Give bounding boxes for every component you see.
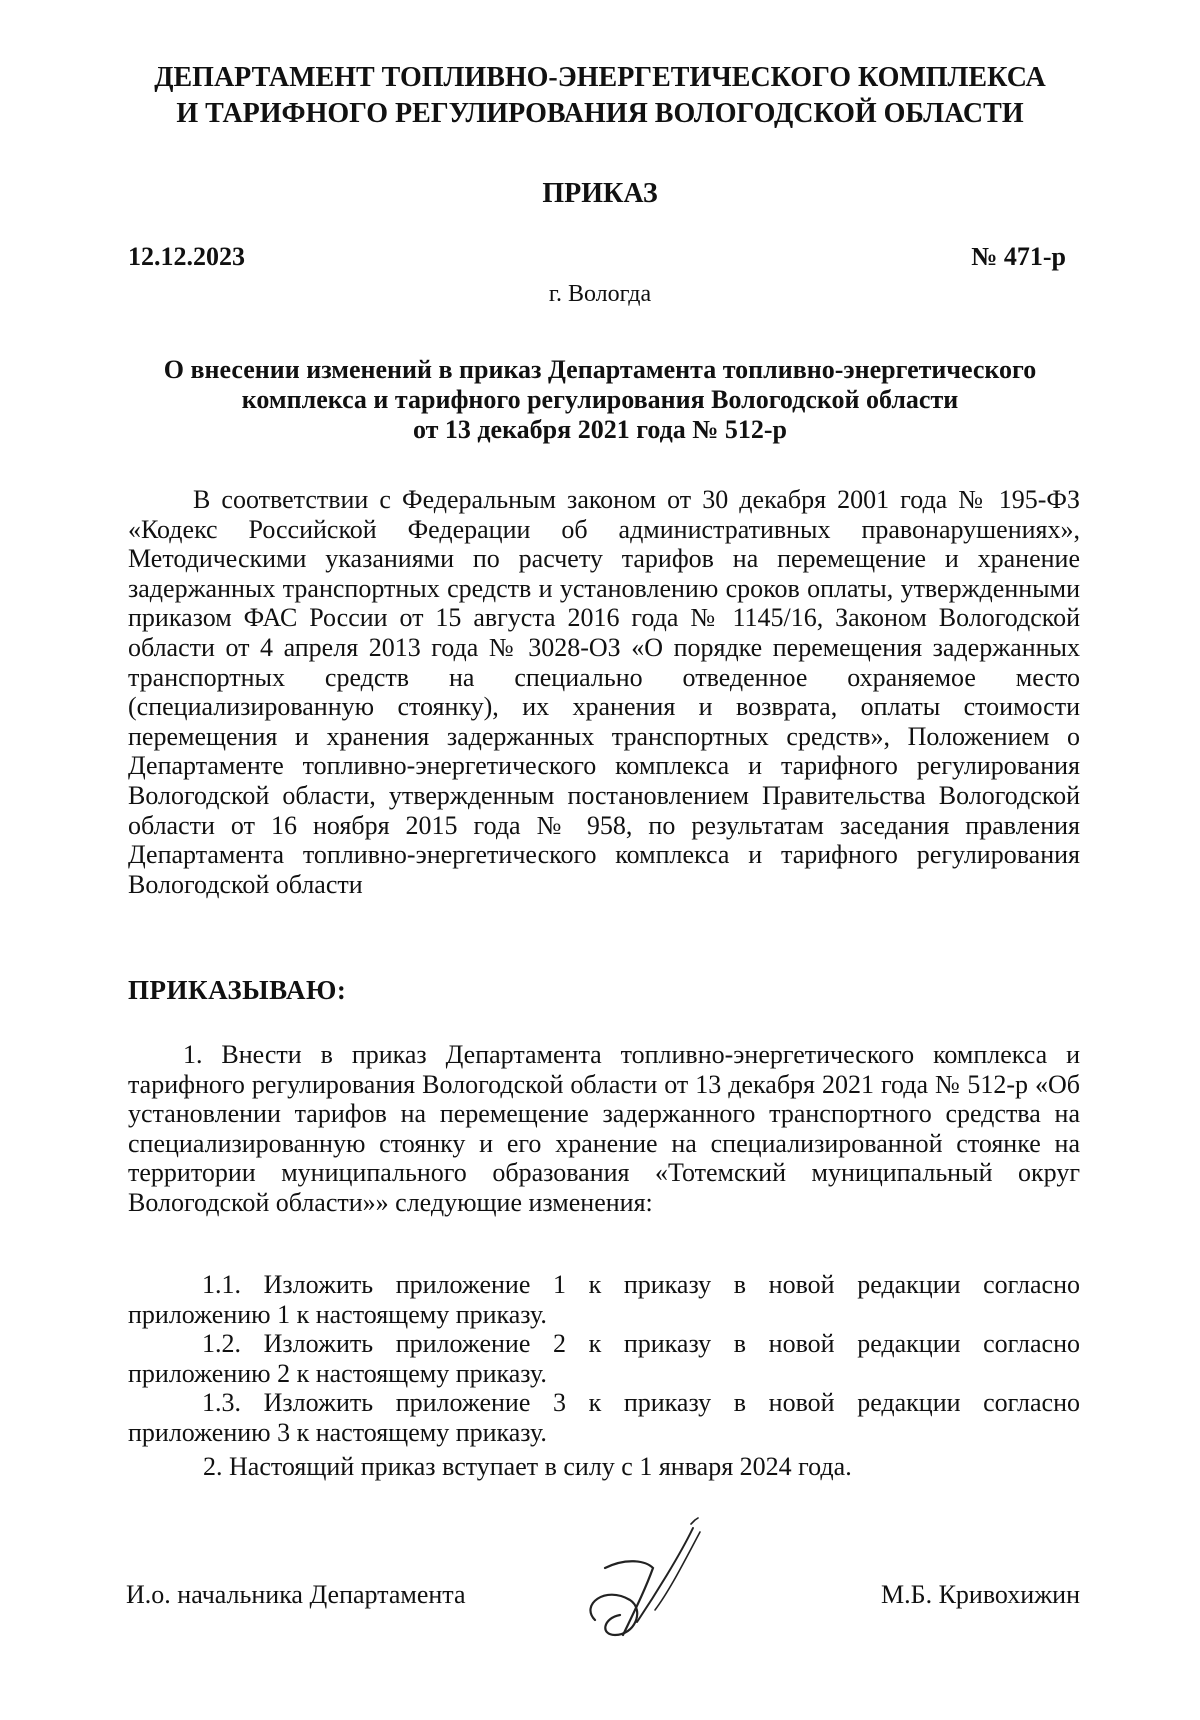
department-line-2: И ТАРИФНОГО РЕГУЛИРОВАНИЯ ВОЛОГОДСКОЙ ОБЛАСТИ: [176, 98, 1024, 129]
document-number: № 471-р: [971, 242, 1066, 271]
document-date: 12.12.2023: [128, 242, 245, 271]
preamble-paragraph: В соответствии с Федеральным законом от 30 декабря 2001 года № 195-ФЗ «Кодекс Российской Федерации об административных правонарушениях», Методическими указаниями по расчету тарифов на перемещение и хранение задержанных транспортных средств и установлению сроков оплаты, утвержденными приказом ФАС России от 15 августа 2016 года № 1145/16, Законом Вологодской области от 4 апреля 2013 года № 3028-ОЗ «О порядке перемещения задержанных транспортных средств на специально отведенное охраняемое место (специализированную стоянку), их хранения и возврата, оплаты стоимости перемещения и хранения задержанных транспортных средств», Положением о Департаменте топливно-энергетического комплекса и тарифного регулирования Вологодской области, утвержденным постановлением Правительства Вологодской области от 16 ноября 2015 года № 958, по результатам заседания правления Департамента топливно-энергетического комплекса и тарифного регулирования Вологодской области: [128, 485, 1080, 899]
department-line-1: ДЕПАРТАМЕНТ ТОПЛИВНО-ЭНЕРГЕТИЧЕСКОГО КОМПЛЕКСА: [154, 62, 1046, 93]
department-header: [100, 60, 1100, 132]
item-1-2-paragraph: 1.2. Изложить приложение 2 к приказу в новой редакции согласно приложению 2 к настоящему приказу.: [128, 1329, 1080, 1388]
item-1-3-paragraph: 1.3. Изложить приложение 3 к приказу в новой редакции согласно приложению 3 к настоящему приказу.: [128, 1388, 1080, 1447]
document-subject: [100, 355, 1100, 445]
handwritten-signature: [575, 1510, 725, 1650]
subject-line-3: от 13 декабря 2021 года № 512-р: [412, 415, 788, 444]
signatory-name: М.Б. Кривохижин: [881, 1580, 1080, 1609]
item-2-paragraph: 2. Настоящий приказ вступает в силу с 1 января 2024 года.: [203, 1452, 852, 1481]
item-1-paragraph: 1. Внести в приказ Департамента топливно-энергетического комплекса и тарифного регулирования Вологодской области от 13 декабря 2021 года № 512-р «Об установлении тарифов на перемещение задержанного транспортного средства на специализированную стоянку и его хранение на специализированной стоянке на территории муниципального образования «Тотемский муниципальный округ Вологодской области»» следующие изменения:: [128, 1040, 1080, 1217]
document-type-title: ПРИКАЗ: [542, 178, 658, 209]
document-city: г. Вологда: [548, 281, 652, 307]
subitems-block: [128, 1270, 1080, 1448]
item-1-1-paragraph: 1.1. Изложить приложение 1 к приказу в новой редакции согласно приложению 1 к настоящему приказу.: [128, 1270, 1080, 1329]
signatory-position: И.о. начальника Департамента: [126, 1580, 466, 1609]
subject-line-2: комплекса и тарифного регулирования Вологодской области: [241, 385, 959, 414]
subject-line-1: О внесении изменений в приказ Департамента топливно-энергетического: [163, 355, 1037, 384]
order-word: ПРИКАЗЫВАЮ:: [128, 975, 347, 1005]
